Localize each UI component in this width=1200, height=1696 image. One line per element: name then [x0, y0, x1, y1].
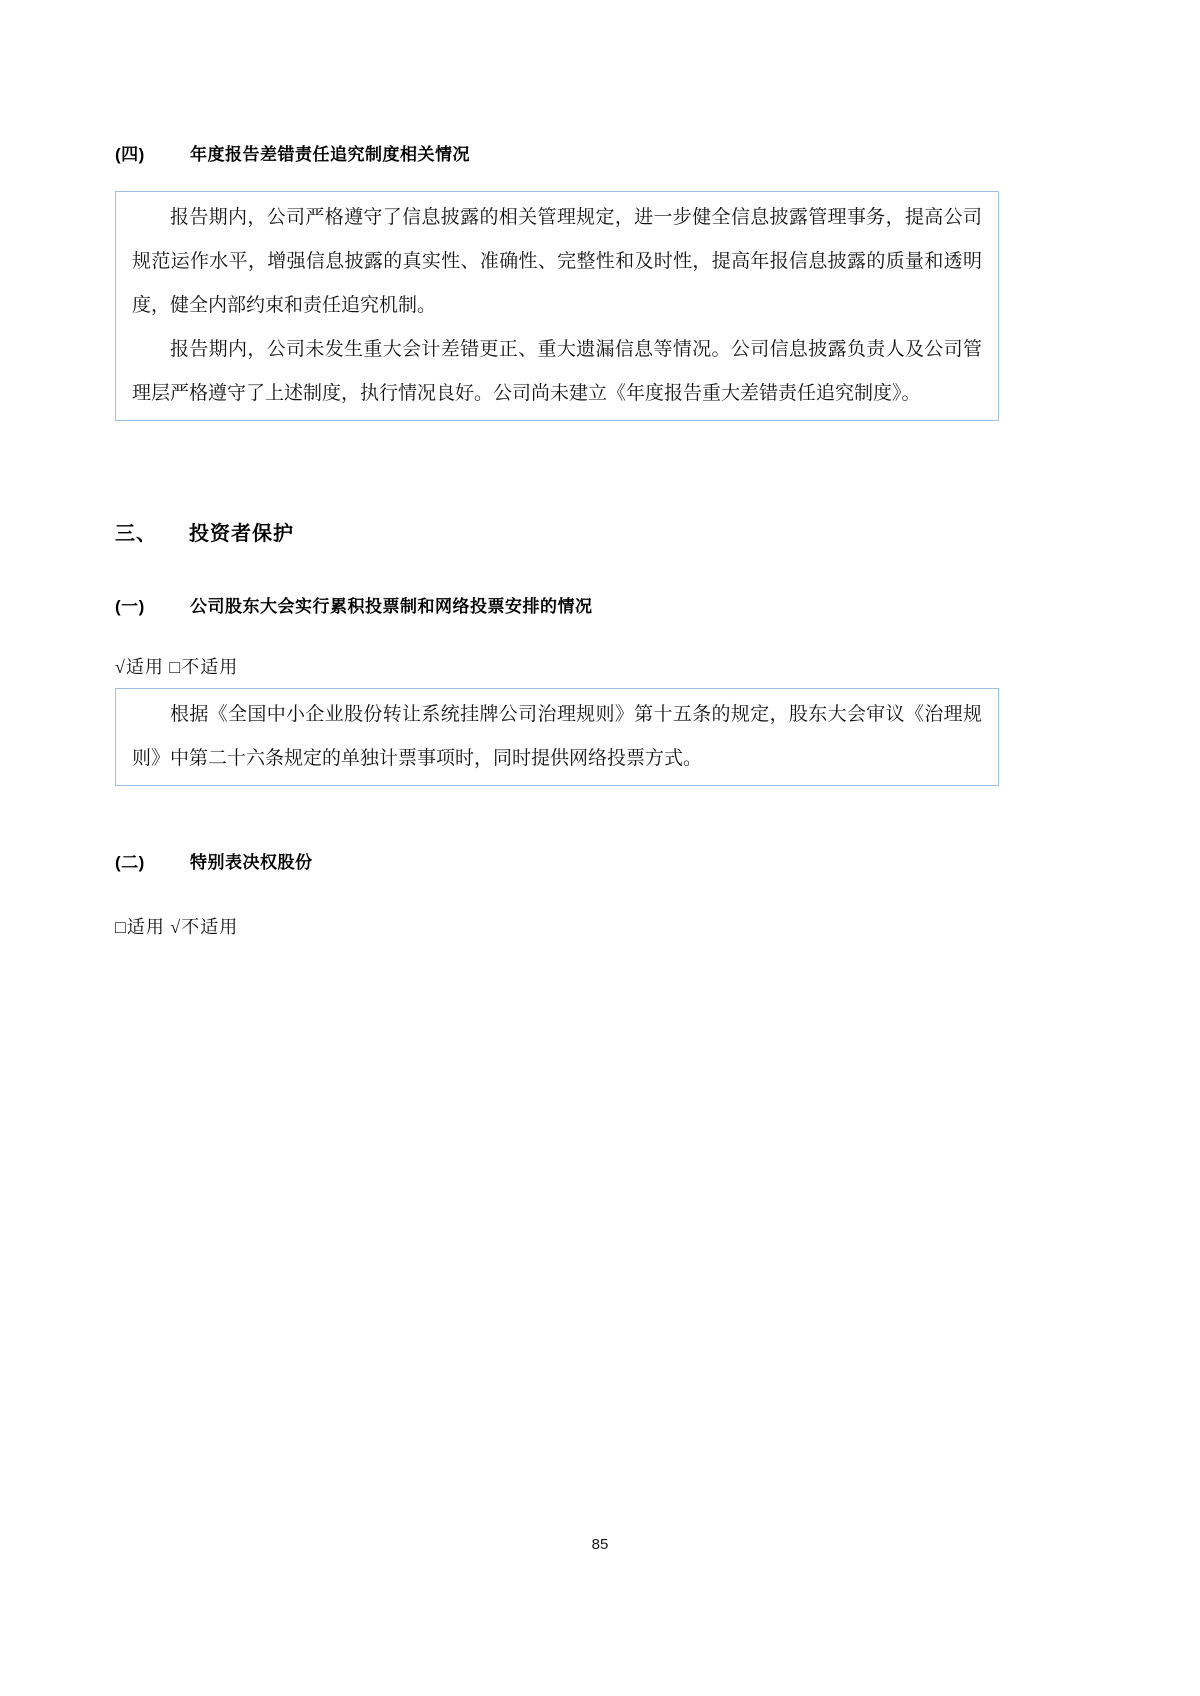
- page-number: 85: [591, 1536, 609, 1553]
- box-paragraph: 报告期内，公司未发生重大会计差错更正、重大遗漏信息等情况。公司信息披露负责人及公司管理层严格遵守了上述制度，执行情况良好。公司尚未建立《年度报告重大差错责任追究制度》。: [132, 339, 982, 404]
- applicability-line-3-2: □适用 √不适用: [115, 917, 239, 937]
- page-content: [115, 140, 999, 939]
- chapter-number: 三、: [115, 523, 157, 545]
- applicability-line-3-1: √适用 □不适用: [115, 657, 239, 677]
- section-heading-3-2: [115, 848, 999, 873]
- chapter-heading-investor-protection: [115, 517, 999, 546]
- chapter-title: 投资者保护: [189, 523, 294, 545]
- box-paragraph: 根据《全国中小企业股份转让系统挂牌公司治理规则》第十五条的规定，股东大会审议《治理规则》中第二十六条规定的单独计票事项时，同时提供网络投票方式。: [132, 704, 982, 769]
- section-title: 公司股东大会实行累积投票制和网络投票安排的情况: [190, 597, 593, 616]
- section-number: (一): [115, 597, 145, 616]
- box-paragraph: 报告期内，公司严格遵守了信息披露的相关管理规定，进一步健全信息披露管理事务，提高公司规范运作水平，增强信息披露的真实性、准确性、完整性和及时性，提高年报信息披露的质量和透明度，健全内部约束和责任追究机制。: [132, 207, 982, 316]
- section-heading-3-1: [115, 592, 999, 617]
- section-title: 特别表决权股份: [190, 853, 313, 872]
- section-heading-4: [115, 140, 999, 165]
- network-voting-box: [115, 688, 999, 786]
- error-accountability-box: [115, 191, 999, 421]
- section-number: (二): [115, 853, 145, 872]
- section-number: (四): [115, 145, 145, 164]
- section-title: 年度报告差错责任追究制度相关情况: [190, 145, 470, 164]
